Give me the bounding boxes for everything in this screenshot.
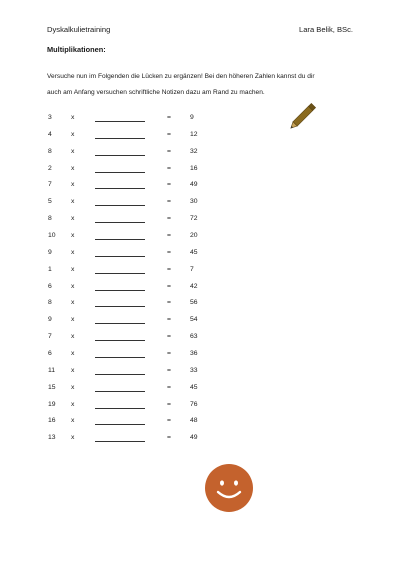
multiply-sign: x	[71, 299, 75, 307]
exercise-factor: 11	[48, 366, 56, 374]
answer-blank-line[interactable]	[95, 205, 145, 206]
answer-blank-line[interactable]	[95, 391, 145, 392]
exercise-factor: 9	[48, 316, 52, 324]
answer-blank-line[interactable]	[95, 172, 145, 173]
equals-sign: =	[167, 114, 171, 121]
exercise-result: 33	[190, 366, 198, 374]
exercise-row	[0, 384, 400, 396]
equals-sign: =	[167, 400, 171, 408]
exercise-row	[0, 350, 400, 362]
answer-blank-line[interactable]	[95, 441, 145, 442]
answer-blank-line[interactable]	[95, 239, 145, 240]
exercise-result: 7	[190, 265, 194, 273]
exercise-row	[0, 249, 400, 261]
exercise-result: 32	[190, 147, 198, 155]
exercise-row	[0, 283, 400, 295]
exercise-row	[0, 131, 400, 143]
answer-blank-line[interactable]	[95, 155, 145, 156]
exercise-result: 36	[190, 349, 198, 357]
equals-sign: =	[167, 417, 171, 425]
exercise-factor: 8	[48, 147, 52, 155]
equals-sign: =	[167, 299, 171, 307]
exercise-result: 30	[190, 198, 198, 206]
multiply-sign: x	[71, 147, 75, 155]
multiply-sign: x	[71, 232, 75, 239]
multiply-sign: x	[71, 316, 75, 324]
answer-blank-line[interactable]	[95, 138, 145, 139]
multiply-sign: x	[71, 164, 75, 172]
multiply-sign: x	[71, 198, 75, 206]
equals-sign: =	[167, 147, 171, 155]
exercise-factor: 9	[48, 248, 52, 256]
exercise-result: 49	[190, 181, 198, 189]
equals-sign: =	[167, 316, 171, 324]
answer-blank-line[interactable]	[95, 222, 145, 223]
exercise-factor: 3	[48, 114, 52, 121]
exercise-row	[0, 316, 400, 328]
equals-sign: =	[167, 434, 171, 442]
equals-sign: =	[167, 248, 171, 256]
multiply-sign: x	[71, 383, 75, 391]
equals-sign: =	[167, 198, 171, 206]
exercise-row	[0, 181, 400, 193]
multiply-sign: x	[71, 215, 75, 223]
equals-sign: =	[167, 383, 171, 391]
exercise-factor: 8	[48, 299, 52, 307]
equals-sign: =	[167, 232, 171, 239]
multiply-sign: x	[71, 282, 75, 290]
exercise-row	[0, 333, 400, 345]
multiply-sign: x	[71, 248, 75, 256]
exercise-factor: 15	[48, 383, 56, 391]
answer-blank-line[interactable]	[95, 256, 145, 257]
exercise-row	[0, 266, 400, 278]
exercise-row	[0, 165, 400, 177]
exercise-factor: 4	[48, 130, 52, 138]
exercise-result: 12	[190, 130, 198, 138]
exercise-factor: 13	[48, 434, 56, 442]
exercise-row	[0, 198, 400, 210]
exercise-result: 9	[190, 114, 194, 121]
exercise-row	[0, 367, 400, 379]
exercise-result: 45	[190, 248, 198, 256]
smiley-face-icon	[204, 463, 254, 513]
equals-sign: =	[167, 130, 171, 138]
exercise-row	[0, 232, 400, 244]
instruction-line-1: Versuche nun im Folgenden die Lücken zu ergänzen! Bei den höheren Zahlen kannst du dir	[47, 73, 315, 80]
exercise-factor: 6	[48, 282, 52, 290]
exercise-result: 49	[190, 434, 198, 442]
exercise-result: 72	[190, 215, 198, 223]
exercise-row	[0, 114, 400, 126]
answer-blank-line[interactable]	[95, 323, 145, 324]
instruction-line-2: auch am Anfang versuchen schriftliche Notizen dazu am Rand zu machen.	[47, 89, 265, 96]
exercise-row	[0, 215, 400, 227]
equals-sign: =	[167, 282, 171, 290]
exercise-result: 42	[190, 282, 198, 290]
exercise-result: 20	[190, 232, 198, 239]
exercise-factor: 8	[48, 215, 52, 223]
exercise-factor: 10	[48, 232, 56, 239]
exercise-factor: 6	[48, 349, 52, 357]
multiply-sign: x	[71, 181, 75, 189]
exercise-factor: 2	[48, 164, 52, 172]
exercise-row	[0, 148, 400, 160]
exercise-row	[0, 299, 400, 311]
exercise-factor: 5	[48, 198, 52, 206]
answer-blank-line[interactable]	[95, 306, 145, 307]
equals-sign: =	[167, 349, 171, 357]
answer-blank-line[interactable]	[95, 374, 145, 375]
multiply-sign: x	[71, 265, 75, 273]
multiply-sign: x	[71, 417, 75, 425]
multiply-sign: x	[71, 434, 75, 442]
equals-sign: =	[167, 333, 171, 341]
exercise-factor: 19	[48, 400, 56, 408]
equals-sign: =	[167, 366, 171, 374]
equals-sign: =	[167, 164, 171, 172]
exercise-result: 16	[190, 164, 198, 172]
exercise-factor: 1	[48, 265, 52, 273]
exercise-factor: 16	[48, 417, 56, 425]
answer-blank-line[interactable]	[95, 357, 145, 358]
exercise-result: 48	[190, 417, 198, 425]
equals-sign: =	[167, 265, 171, 273]
answer-blank-line[interactable]	[95, 121, 145, 122]
page-title: Multiplikationen:	[47, 45, 106, 54]
exercise-factor: 7	[48, 181, 52, 189]
exercise-row	[0, 401, 400, 413]
header-author: Lara Belik, BSc.	[298, 25, 353, 34]
exercise-result: 45	[190, 383, 198, 391]
answer-blank-line[interactable]	[95, 340, 145, 341]
answer-blank-line[interactable]	[95, 408, 145, 409]
answer-blank-line[interactable]	[95, 424, 145, 425]
multiply-sign: x	[71, 400, 75, 408]
multiply-sign: x	[71, 366, 75, 374]
multiply-sign: x	[71, 114, 75, 121]
header-left-title: Dyskalkulietraining	[47, 25, 111, 34]
exercise-row	[0, 434, 400, 446]
exercise-result: 54	[190, 316, 198, 324]
exercise-row	[0, 417, 400, 429]
multiply-sign: x	[71, 349, 75, 357]
answer-blank-line[interactable]	[95, 273, 145, 274]
equals-sign: =	[167, 181, 171, 189]
exercise-result: 63	[190, 333, 198, 341]
equals-sign: =	[167, 215, 171, 223]
answer-blank-line[interactable]	[95, 290, 145, 291]
answer-blank-line[interactable]	[95, 188, 145, 189]
multiply-sign: x	[71, 333, 75, 341]
exercise-result: 76	[190, 400, 198, 408]
exercise-result: 56	[190, 299, 198, 307]
exercise-factor: 7	[48, 333, 52, 341]
multiply-sign: x	[71, 130, 75, 138]
